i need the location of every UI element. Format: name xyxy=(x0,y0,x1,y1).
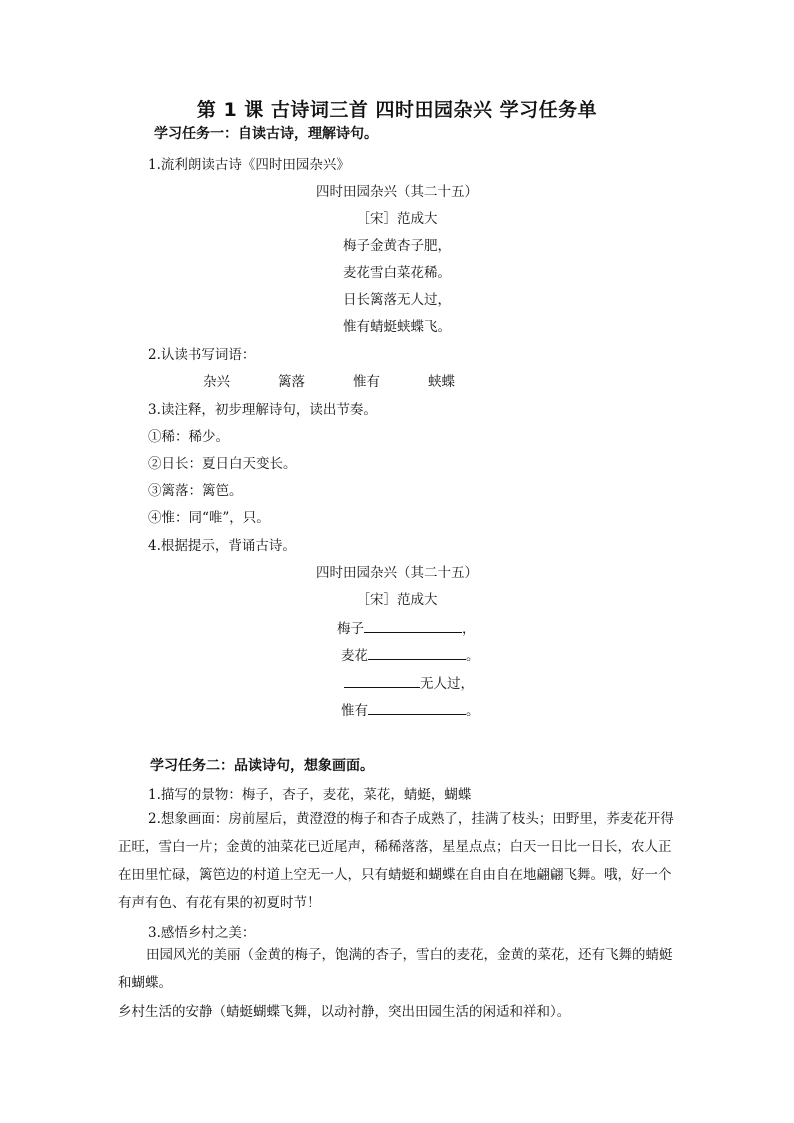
note-item: ④惟：同“唯”，只。 xyxy=(148,510,270,526)
poem-author: ［宋］范成大 xyxy=(356,211,438,227)
recite-line-4 xyxy=(341,700,480,720)
vocab-list xyxy=(203,373,503,391)
recite-line-end: 。 xyxy=(466,648,480,664)
recite-line-start: 麦花 xyxy=(341,648,368,664)
note-item: ③篱落：篱笆。 xyxy=(148,483,243,499)
beauty-scenery: 田园风光的美丽（金黄的梅子，饱满的杏子，雪白的麦花，金黄的菜花，还有飞舞的蜻蜓和蝴蝶。 xyxy=(118,947,673,991)
fill-blank[interactable] xyxy=(368,700,466,715)
recite-title: 四时田园杂兴（其二十五） xyxy=(316,565,478,581)
beauty-quiet: 乡村生活的安静（蜻蜓蝴蝶飞舞，以动衬静，突出田园生活的闲适和祥和）。 xyxy=(118,1004,571,1020)
poem-line: 日长篱落无人过， xyxy=(343,292,451,308)
vocab-word: 杂兴 xyxy=(203,374,230,390)
task2-item2: 2.想象画面：房前屋后，黄澄澄的梅子和杏子成熟了，挂满了枝头；田野里，荞麦花开得正旺，雪白一片；金黄的油菜花已近尾声，稀稀落落，星星点点；白天一日比一日长，农人正在田里忙碌，篱笆边的村道上空无一人，只有蜻蜓和蝴蝶在自由自在地翩翩飞舞。哦，好一个有声有色、有花有果的初夏时节！ xyxy=(118,811,674,911)
note-item: ①稀：稀少。 xyxy=(148,429,229,445)
recite-line-2 xyxy=(341,645,480,665)
task1-step2: 2.认读书写词语： xyxy=(148,347,256,363)
recite-line-start: 惟有 xyxy=(341,703,368,719)
task1-step4: 4.根据提示，背诵古诗。 xyxy=(148,538,296,554)
recite-line-3 xyxy=(344,673,474,693)
recite-line-start: 梅子 xyxy=(337,621,364,637)
poem-line: 麦花雪白菜花稀。 xyxy=(343,265,451,281)
task2-item3: 3.感悟乡村之美： xyxy=(148,925,256,941)
note-item: ②日长：夏日白天变长。 xyxy=(148,456,297,472)
task2-item1: 1.描写的景物：梅子，杏子，麦花，菜花，蜻蜓，蝴蝶 xyxy=(148,787,472,803)
fill-blank[interactable] xyxy=(368,645,466,660)
vocab-word: 蛱蝶 xyxy=(428,374,455,390)
poem-line: 惟有蜻蜓蛱蝶飞。 xyxy=(343,319,451,335)
vocab-word: 惟有 xyxy=(353,374,380,390)
recite-line-end: ， xyxy=(462,621,476,637)
task1-step3: 3.读注释，初步理解诗句，读出节奏。 xyxy=(148,402,377,418)
poem-line: 梅子金黄杏子肥， xyxy=(343,238,451,254)
recite-line-end: 无人过， xyxy=(420,676,474,692)
task1-heading: 学习任务一：自读古诗，理解诗句。 xyxy=(154,126,378,142)
fill-blank[interactable] xyxy=(364,618,462,633)
recite-line-end: 。 xyxy=(466,703,480,719)
task2-heading: 学习任务二：品读诗句，想象画面。 xyxy=(150,758,374,774)
task1-step1: 1.流利朗读古诗《四时田园杂兴》 xyxy=(148,157,350,173)
fill-blank[interactable] xyxy=(344,673,420,688)
page-title: 第 1 课 古诗词三首 四时田园杂兴 学习任务单 xyxy=(196,99,598,121)
recite-line-1 xyxy=(337,618,476,638)
vocab-word: 篱落 xyxy=(278,374,305,390)
recite-author: ［宋］范成大 xyxy=(356,592,438,608)
poem-title: 四时田园杂兴（其二十五） xyxy=(316,184,478,200)
